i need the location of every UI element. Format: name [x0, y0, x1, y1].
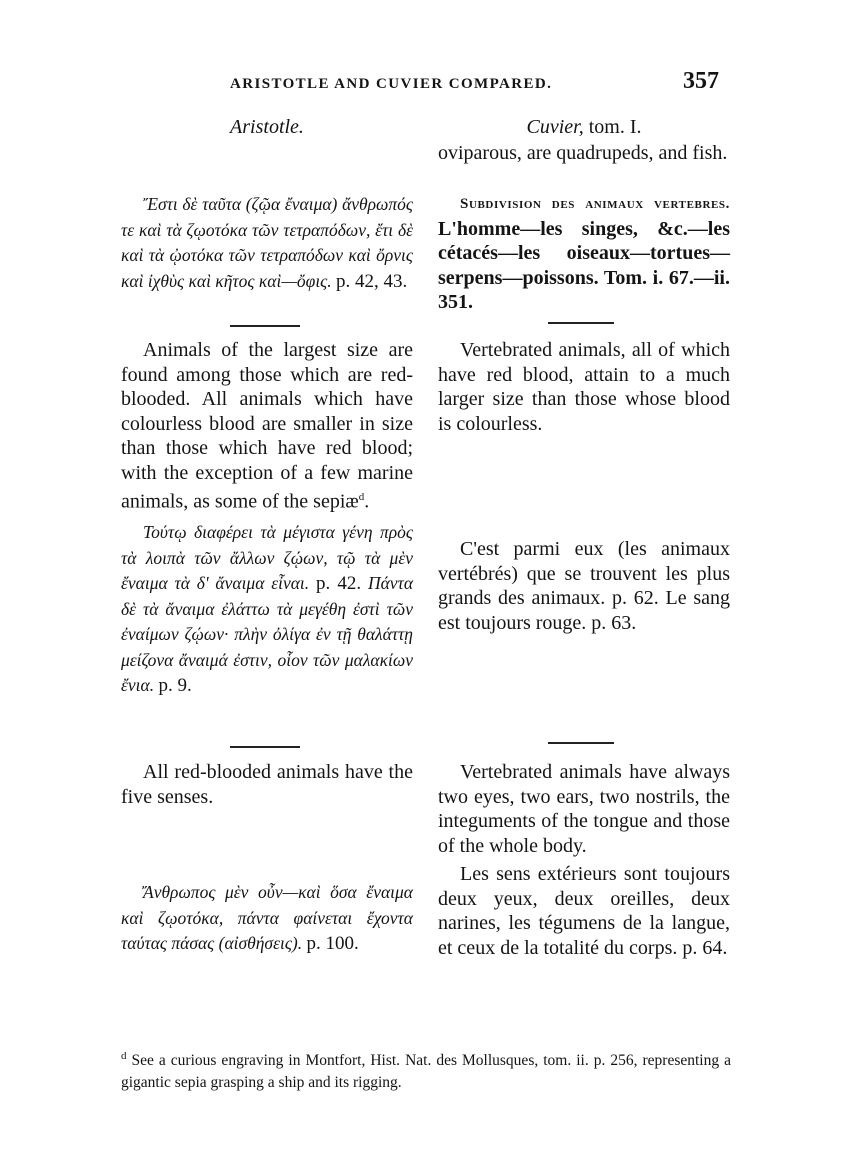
footnote-mark: d — [358, 491, 365, 503]
greek-passage-2b-text: Πάντα δὲ τὰ ἄναιμα ἐλάττω τὰ μεγέθη ἐστὶ τῶν ἐναίμων ζῴων· πλὴν ὀλίγα ἐν τῇ θαλάττῃ μείζονα ἄναιμά ἐστιν, οἷον τῶν μαλακίων ἔνια. — [121, 573, 414, 696]
left-column-heading — [121, 116, 413, 139]
divider-right-1 — [548, 322, 614, 324]
block2-left — [121, 338, 413, 699]
footnote — [121, 1045, 731, 1094]
french-passage-1-text: L'homme—les singes, &c.—les cétacés—les oiseaux—tortues—serpens—poissons. Tom. i. 67.—ii. 351. — [438, 217, 730, 313]
english-passage-2 — [121, 338, 413, 514]
divider-left-2 — [230, 746, 300, 748]
block2-right-english — [438, 338, 730, 436]
greek-passage-1-text: Ἔστι δὲ ταῦτα (ζῷα ἔναιμα) ἄνθρωπός τε καὶ τὰ ζῳοτόκα τῶν τετραπόδων, ἔτι δὲ καὶ τὰ ᾠοτόκα τῶν τετραπόδων καὶ ὄρνις καὶ ἰχθὺς καὶ κῆτος καὶ—ὄφις. — [121, 194, 413, 291]
greek-passage-2-ref1: p. 42. — [315, 573, 362, 595]
divider-left-1 — [230, 325, 300, 327]
greek-passage-1 — [121, 192, 413, 294]
right-intro-text: oviparous, are quadrupeds, and fish. — [438, 142, 728, 164]
greek-passage-2 — [121, 520, 413, 699]
cuvier-heading-name: Cuvier, — [526, 116, 584, 138]
subdivision-heading: Subdivision des animaux vertebres. — [460, 196, 730, 212]
greek-passage-1-ref: p. 42, 43. — [336, 270, 408, 292]
greek-passage-3-ref: p. 100. — [306, 933, 359, 954]
english-passage-2-end: . — [364, 490, 370, 513]
block3-left-english — [121, 760, 413, 809]
cuvier-heading-tome: tom. I. — [588, 116, 642, 138]
english-passage-3: All red-blooded animals have the five senses. — [121, 761, 413, 808]
block2-right-french — [438, 537, 730, 635]
english-passage-2-text: Animals of the largest size are found among those which are red-blooded. All animals which have colourless blood are smaller in size than those which have red blood; with the exception of a few marine animals, as some of the sepiæ — [121, 339, 413, 513]
footnote-marker: d — [121, 1050, 127, 1062]
running-title: ARISTOTLE AND CUVIER COMPARED. — [230, 76, 553, 92]
english-passage-2-right: Vertebrated animals, all of which have red blood, attain to a much larger size than those whose blood is colourless. — [438, 339, 730, 435]
french-passage-2: C'est parmi eux (les animaux vertébrés) que se trouvent les plus grands des animaux. p. 62. Le sang est toujours rouge. p. 63. — [438, 538, 730, 634]
greek-passage-3-text: Ἄνθρωπος μὲν οὖν—καὶ ὅσα ἔναιμα καὶ ζῳοτόκα, πάντα φαίνεται ἔχοντα ταύτας πάσας (αἰσθήσεις). — [121, 882, 413, 953]
aristotle-heading: Aristotle. — [230, 116, 304, 138]
divider-right-2 — [548, 742, 614, 744]
block1-right-french — [438, 190, 730, 315]
block1-left-greek — [121, 192, 413, 294]
greek-passage-2-text: Τούτῳ διαφέρει τὰ μέγιστα γένη πρὸς τὰ λοιπὰ τῶν ἄλλων ζῴων, τῷ τὰ μὲν ἔναιμα τὰ δ' ἄναιμα εἶναι. — [121, 522, 413, 594]
greek-passage-2-ref2: p. 9. — [158, 675, 192, 697]
french-passage-3: Les sens extérieurs sont toujours deux yeux, deux oreilles, deux narines, les tégumens de la langue, et ceux de la totalité du corps. p. 64. — [438, 863, 730, 959]
english-passage-3-right: Vertebrated animals have always two eyes, two ears, two nostrils, the integuments of the tongue and those of the whole body. — [438, 761, 730, 857]
footnote-text: See a curious engraving in Montfort, Hist. Nat. des Mollusques, tom. ii. p. 256, representing a gigantic sepia grasping a ship and its rigging. — [121, 1052, 731, 1092]
right-column-heading — [438, 116, 730, 139]
french-passage-1 — [438, 190, 730, 315]
right-intro — [438, 141, 730, 166]
page-number: 357 — [683, 68, 719, 94]
greek-passage-3 — [121, 880, 413, 957]
block3-right — [438, 760, 730, 960]
block3-left-greek — [121, 880, 413, 957]
